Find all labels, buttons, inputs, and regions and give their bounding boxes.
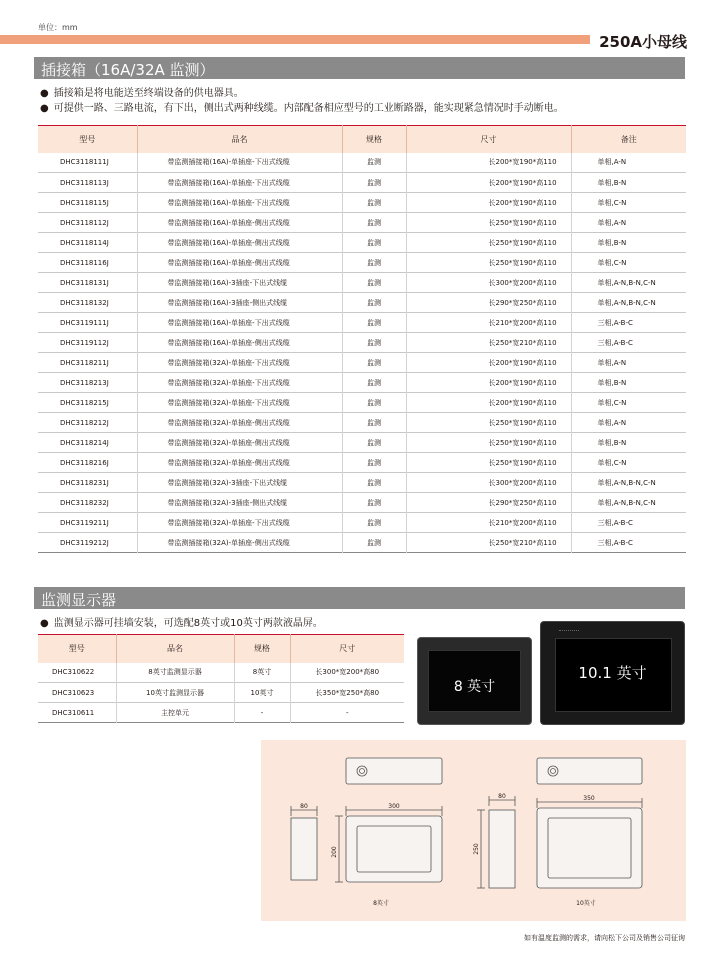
table-cell: 带监测插接箱(16A)-单插座-下出式线缆 [137,313,342,333]
bullet-2 [40,99,564,114]
table-cell: DHC3118131J [60,278,109,287]
table-cell: 带监测插接箱(32A)-单插座-下出式线缆 [137,513,342,533]
table-cell: DHC3118116J [60,258,109,267]
table-cell: 监测 [342,213,406,233]
table-cell: - [234,703,290,723]
table-cell: 长200*宽190*高110 [406,373,571,393]
dim-height-8: 200 [331,846,338,858]
table-cell: DHC3118114J [60,238,109,247]
table-cell: 带监测插接箱(32A)-3插座-侧出式线缆 [137,493,342,513]
table-cell: DHC3118112J [60,218,109,227]
table-row [38,413,686,433]
column-header: 尺寸 [290,635,404,663]
table-cell: 监测 [342,493,406,513]
column-header: 品名 [137,126,342,153]
table-row [38,513,686,533]
section-header-monitor-display [34,587,685,609]
table-cell: 8英寸 [234,663,290,683]
table-cell: 三相,A-B-C [571,513,686,533]
table-row [38,453,686,473]
table-cell: 监测 [342,453,406,473]
table-cell: 监测 [342,293,406,313]
bullet-dot-icon: ● [40,88,49,99]
table-cell: DHC3119112J [60,338,109,347]
table-cell: 监测 [342,193,406,213]
table-cell: 长290*宽250*高110 [406,293,571,313]
section-header-tap-off-box [34,57,685,79]
table-cell: 监测 [342,273,406,293]
table-cell: 监测 [342,153,406,173]
table-cell: 长210*宽200*高110 [406,513,571,533]
table-row [38,273,686,293]
table-cell: 带监测插接箱(16A)-单插座-侧出式线缆 [137,233,342,253]
table-cell: DHC3118232J [60,498,109,507]
column-header: 规格 [342,126,406,153]
table-cell: 带监测插接箱(32A)-单插座-下出式线缆 [137,373,342,393]
dim-width-10: 350 [583,795,595,802]
dimension-drawing-panel [261,740,686,921]
table-row [38,493,686,513]
table-cell: 单相,A-N,B-N,C-N [571,273,686,293]
section-title: 监测显示器 [41,591,117,609]
table-cell: 三相,A-B-C [571,533,686,553]
table-row [38,353,686,373]
top-view-10 [537,758,642,784]
bullet-dot-icon: ● [40,103,49,114]
table-header-row [38,126,686,153]
table-cell: 带监测插接箱(32A)-单插座-下出式线缆 [137,393,342,413]
bezel-indicator [559,630,579,632]
table-cell: DHC3118215J [60,398,109,407]
table-cell: DHC310623 [52,688,95,697]
table-cell: 带监测插接箱(32A)-单插座-侧出式线缆 [137,533,342,553]
table-cell: 三相,A-B-C [571,333,686,353]
table-cell: 监测 [342,353,406,373]
table-cell: 长300*宽200*高110 [406,273,571,293]
table-cell: 单相,A-N,B-N,C-N [571,293,686,313]
table-cell: DHC3118113J [60,178,109,187]
table-cell: 监测 [342,173,406,193]
table-cell: 10英寸监测显示器 [116,683,234,703]
table-cell: DHC3118216J [60,458,109,467]
table-cell: DHC3118213J [60,378,109,387]
table-cell: 单相,B-N [571,373,686,393]
monitor-display-table [38,634,404,723]
table-cell: 单相,A-N,B-N,C-N [571,473,686,493]
table-cell: DHC3119111J [60,318,109,327]
table-cell: 长250*宽210*高110 [406,333,571,353]
dim-depth-10: 80 [498,793,506,800]
bullet-1 [40,84,244,99]
dim-width-8: 300 [388,803,400,810]
table-cell: 带监测插接箱(32A)-3插座-下出式线缆 [137,473,342,493]
column-header: 备注 [571,126,686,153]
dimension-drawings [261,740,686,921]
table-cell: 长250*宽190*高110 [406,233,571,253]
table-cell: DHC3119212J [60,538,109,547]
table-cell: 带监测插接箱(16A)-单插座-下出式线缆 [137,173,342,193]
table-row [38,703,404,723]
table-row [38,533,686,553]
table-cell: 带监测插接箱(16A)-单插座-侧出式线缆 [137,253,342,273]
table-cell: 带监测插接箱(32A)-单插座-下出式线缆 [137,353,342,373]
table-cell: 监测 [342,233,406,253]
section-title: 插接箱（16A/32A 监测） [41,61,215,79]
table-cell: 长250*宽190*高110 [406,453,571,473]
table-cell: 带监测插接箱(16A)-单插座-下出式线缆 [137,153,342,173]
top-view-8 [346,758,442,784]
table-cell: 单相,A-N [571,413,686,433]
table-cell: 监测 [342,393,406,413]
column-header: 品名 [116,635,234,663]
table-cell: DHC3118115J [60,198,109,207]
table-cell: 监测 [342,333,406,353]
table-cell: 主控单元 [116,703,234,723]
table-cell: 单相,A-N [571,153,686,173]
tap-off-box-table [38,125,686,553]
table-cell: 长200*宽190*高110 [406,353,571,373]
table-cell: 带监测插接箱(16A)-3插座-侧出式线缆 [137,293,342,313]
table-cell: 单相,A-N,B-N,C-N [571,493,686,513]
screen-10-inch-photo [540,621,685,725]
table-row [38,253,686,273]
caption-10: 10英寸 [576,900,596,907]
dim-height-10: 250 [473,843,480,855]
caption-8: 8英寸 [373,900,389,907]
table-cell: 带监测插接箱(16A)-单插座-侧出式线缆 [137,333,342,353]
table-cell: 长200*宽190*高110 [406,193,571,213]
table-cell: 长250*宽190*高110 [406,433,571,453]
table-cell: 监测 [342,313,406,333]
unit-label: 单位：mm [38,23,78,32]
side-view-8 [291,818,317,880]
table-cell: 带监测插接箱(32A)-单插座-侧出式线缆 [137,453,342,473]
table-cell: DHC3119211J [60,518,109,527]
table-cell: 单相,B-N [571,233,686,253]
series-title: 250A小母线 [599,33,687,51]
table-cell: DHC3118212J [60,418,109,427]
bullet-text: 插接箱是将电能送至终端设备的供电器具。 [53,88,244,99]
screen-label: 8 英寸 [453,679,496,695]
table-row [38,313,686,333]
table-cell: DHC3118214J [60,438,109,447]
table-cell: 带监测插接箱(16A)-单插座-下出式线缆 [137,193,342,213]
bullet-3 [40,614,323,629]
table-cell: 长200*宽190*高110 [406,173,571,193]
table-row [38,393,686,413]
table-row [38,153,686,173]
table-cell: 长250*宽190*高110 [406,213,571,233]
table-row [38,433,686,453]
table-cell: 长250*宽190*高110 [406,253,571,273]
table-cell: DHC310611 [52,708,95,717]
table-row [38,333,686,353]
table-header-row [38,635,404,663]
table-cell: 10英寸 [234,683,290,703]
column-header: 规格 [234,635,290,663]
table-cell: - [290,703,404,723]
header-accent-bar [0,35,590,44]
table-cell: 单相,B-N [571,173,686,193]
table-row [38,663,404,683]
table-cell: 长200*宽190*高110 [406,153,571,173]
table-cell: 单相,B-N [571,433,686,453]
bullet-text: 监测显示器可挂墙安装，可选配8英寸或10英寸两款液晶屏。 [53,618,323,629]
table-cell: 监测 [342,533,406,553]
table-cell: 单相,A-N [571,213,686,233]
table-cell: 单相,C-N [571,253,686,273]
table-cell: 长350*宽250*高80 [290,683,404,703]
table-cell: 带监测插接箱(32A)-单插座-侧出式线缆 [137,433,342,453]
table-cell: 长300*宽200*高110 [406,473,571,493]
table-cell: 长250*宽190*高110 [406,413,571,433]
table-cell: DHC3118231J [60,478,109,487]
dim-depth-8: 80 [300,803,308,810]
table-cell: 长250*宽210*高110 [406,533,571,553]
bullet-text: 可提供一路、三路电流，有下出，侧出式两种线缆。内部配备相应型号的工业断路器，能实现紧急情况时手动断电。 [53,103,564,114]
table-cell: 监测 [342,473,406,493]
table-cell: 监测 [342,253,406,273]
table-cell: DHC3118132J [60,298,109,307]
table-cell: 带监测插接箱(16A)-单插座-侧出式线缆 [137,213,342,233]
table-cell: 三相,A-B-C [571,313,686,333]
table-cell: 带监测插接箱(32A)-单插座-侧出式线缆 [137,413,342,433]
table-row [38,683,404,703]
table-cell: DHC3118111J [60,158,109,167]
table-row [38,193,686,213]
table-cell: 长300*宽200*高80 [290,663,404,683]
side-view-10 [489,810,515,888]
table-cell: 监测 [342,433,406,453]
table-cell: 监测 [342,513,406,533]
column-header: 型号 [38,126,137,153]
table-cell: 单相,C-N [571,453,686,473]
screen-8-inch-photo [417,637,532,725]
screen-label: 10.1 英寸 [578,664,647,682]
front-view-10 [537,808,642,888]
table-row [38,233,686,253]
table-cell: 长200*宽190*高110 [406,393,571,413]
table-row [38,213,686,233]
table-row [38,173,686,193]
table-cell: 单相,C-N [571,193,686,213]
table-row [38,293,686,313]
table-row [38,373,686,393]
table-cell: 长290*宽250*高110 [406,493,571,513]
table-cell: DHC3118211J [60,358,109,367]
footer-note: 如有温度监测的需求，请向松下公司及销售公司征询 [524,934,685,942]
table-cell: 8英寸监测显示器 [116,663,234,683]
table-cell: 带监测插接箱(16A)-3插座-下出式线缆 [137,273,342,293]
table-row [38,473,686,493]
table-cell: DHC310622 [52,668,95,677]
table-cell: 监测 [342,413,406,433]
table-cell: 长210*宽200*高110 [406,313,571,333]
column-header: 型号 [38,635,116,663]
column-header: 尺寸 [406,126,571,153]
table-cell: 单相,C-N [571,393,686,413]
bullet-dot-icon: ● [40,618,49,629]
table-cell: 单相,A-N [571,353,686,373]
table-cell: 监测 [342,373,406,393]
